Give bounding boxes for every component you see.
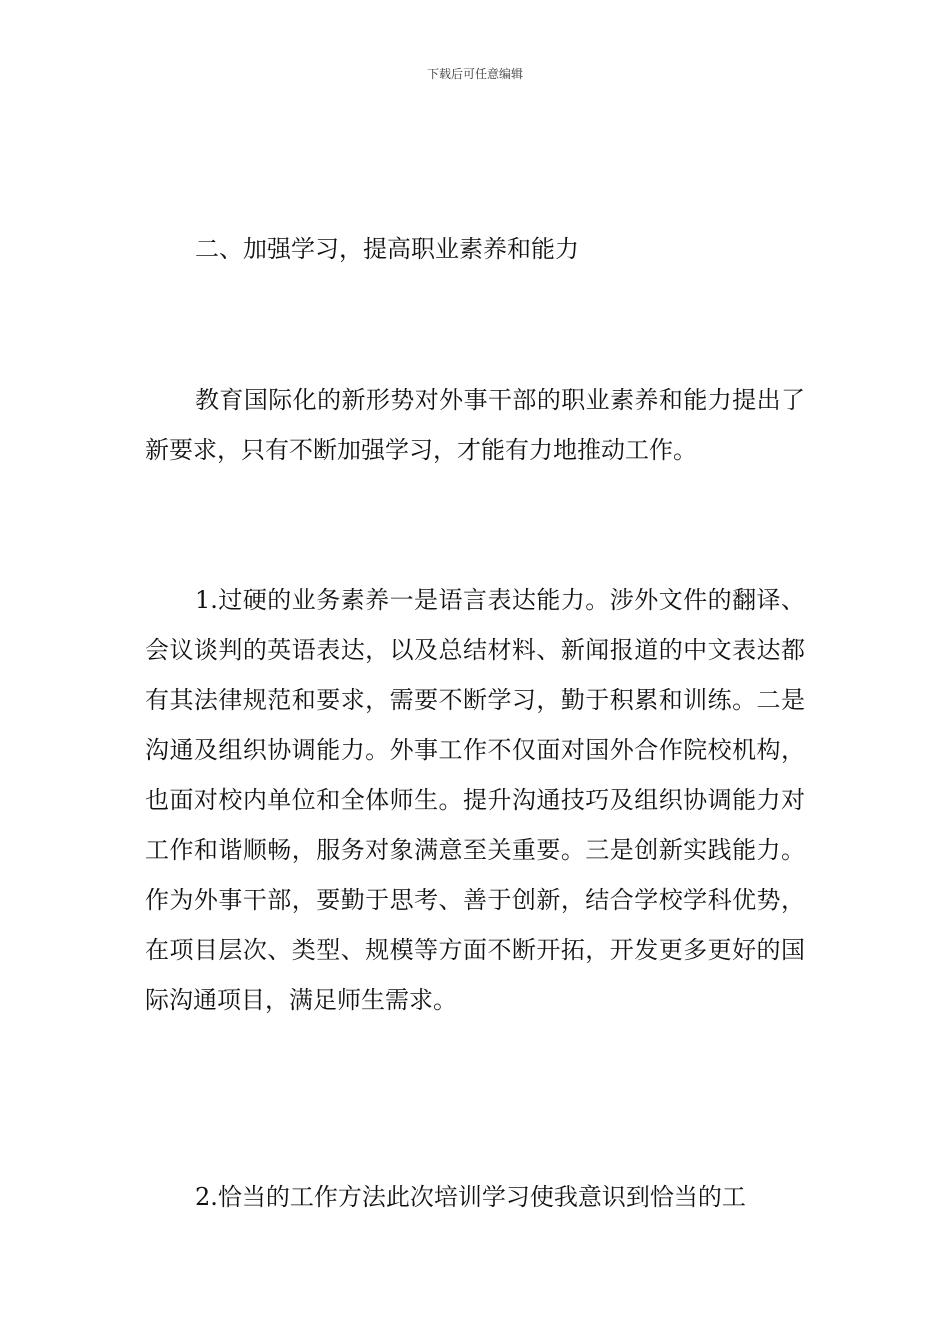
page-header-note: 下载后可任意编辑 — [426, 67, 523, 81]
item-2-paragraph: 2.恰当的工作方法此次培训学习使我意识到恰当的工 — [195, 1183, 746, 1211]
section-heading: 二、加强学习，提高职业素养和能力 — [195, 235, 579, 263]
item-1-paragraph: 1.过硬的业务素养一是语言表达能力。涉外文件的翻译、会议谈判的英语表达，以及总结材料、新闻报道的中文表达都有其法律规范和要求，需要不断学习，勤于积累和训练。二是沟通及组织协调能力。外事工作不仅面对国外合作院校机构，也面对校内单位和全体师生。提升沟通技巧及组织协调能力对工作和谐顺畅，服务对象满意至关重要。三是创新实践能力。作为外事干部，要勤于思考、善于创新，结合学校学科优势，在项目层次、类型、规模等方面不断开拓，开发更多更好的国际沟通项目，满足师生需求。 — [145, 586, 805, 1014]
intro-paragraph: 教育国际化的新形势对外事干部的职业素养和能力提出了新要求，只有不断加强学习，才能有力地推动工作。 — [145, 386, 805, 464]
